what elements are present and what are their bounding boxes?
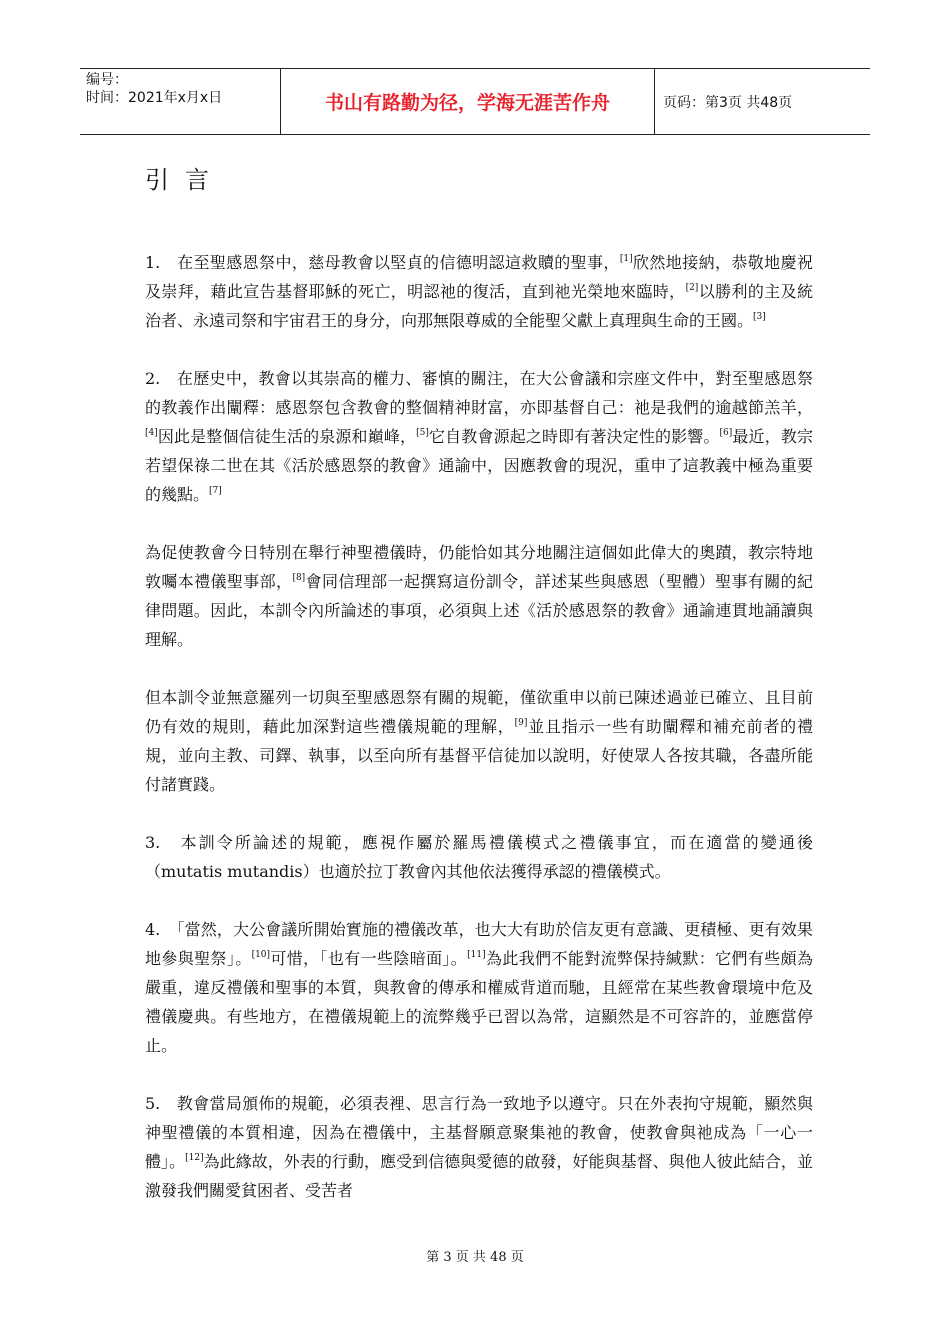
footnote-ref[interactable]: [5] [416, 428, 429, 438]
paragraph-text: 1. 在至聖感恩祭中，慈母教會以堅貞的信德明認這救贖的聖事， [145, 253, 620, 272]
date-label: 时间：2021年x月x日 [86, 90, 223, 106]
page-footer: 第 3 页 共 48 页 [426, 1250, 524, 1265]
footnote-ref[interactable]: [6] [719, 428, 733, 438]
motto-text: 书山有路勤为径，学海无涯苦作舟 [324, 92, 610, 114]
paragraph [145, 248, 813, 335]
paragraph [145, 538, 813, 654]
footnote-ref[interactable]: [10] [251, 950, 271, 960]
footnote-ref[interactable]: [9] [514, 718, 528, 728]
header-motto-cell [281, 69, 655, 134]
section-title: 引言 [145, 166, 225, 194]
footnote-ref[interactable]: [4] [145, 428, 158, 438]
paragraph [145, 1089, 813, 1205]
paragraph [145, 364, 813, 509]
footnote-ref[interactable]: [1] [619, 254, 633, 264]
paragraph-text: 因此是整個信徒生活的泉源和巔峰， [157, 427, 417, 446]
footnote-ref[interactable]: [2] [685, 283, 699, 293]
footnote-ref[interactable]: [11] [467, 950, 486, 960]
paragraph-text: 並且指示一些有助闡釋和補充前者的禮規，並向主教、司鐸、執事，以至向所有基督平信徒加以說明，好使眾人各按其職，各盡所能付諸實踐。 [145, 717, 813, 794]
footnote-ref[interactable]: [3] [753, 312, 766, 322]
paragraph [145, 828, 813, 886]
footnote-ref[interactable]: [8] [292, 573, 306, 583]
header-info-cell [80, 69, 281, 134]
header-page-cell [655, 69, 870, 134]
paragraph-text: 3. 本訓令所論述的規範，應視作屬於羅馬禮儀模式之禮儀事宜，而在適當的變通後（mutatis mutandis）也適於拉丁教會內其他依法獲得承認的禮儀模式。 [145, 833, 813, 881]
paragraph-text: 2. 在歷史中，教會以其崇高的權力、審慎的關注，在大公會議和宗座文件中，對至聖感恩祭的教義作出闡釋：感恩祭包含教會的整個精神財富，亦即基督自己：祂是我們的逾越節羔羊， [145, 369, 813, 417]
page-header [80, 68, 870, 135]
footnote-ref[interactable]: [7] [209, 486, 222, 496]
paragraph-text: 欣然地接納，恭敬地慶祝及崇拜，藉此宣告基督耶穌的死亡，明認祂的復活，直到祂光榮地來臨時， [145, 253, 813, 301]
paragraph-text: 可惜，「也有一些陰暗面」。 [270, 949, 468, 968]
paragraph-text: 為此我們不能對流弊保持緘默：它們有些頗為嚴重，違反禮儀和聖事的本質，與教會的傳承和權威背道而馳，且經常在某些教會環境中危及禮儀慶典。有些地方，在禮儀規範上的流弊幾乎已習以為常，這顯然是不可容許的，並應當停止。 [145, 949, 813, 1055]
paragraph [145, 915, 813, 1060]
footnote-ref[interactable]: [12] [185, 1153, 204, 1163]
paragraph-text: 會同信理部一起撰寫這份訓令，詳述某些與感恩（聖體）聖事有關的紀律問題。因此，本訓令內所論述的事項，必須與上述《活於感恩祭的教會》通諭連貫地誦讀與理解。 [145, 572, 813, 649]
paragraph-text: 它自教會源起之時即有著決定性的影響。 [428, 427, 720, 446]
document-body [145, 248, 813, 1234]
paragraph-text: 但本訓令並無意羅列一切與至聖感恩祭有關的規範，僅欲重申以前已陳述過並已確立、且目前仍有效的規則，藉此加深對這些禮儀規範的理解， [145, 688, 813, 736]
number-label: 编号： [86, 72, 128, 88]
paragraph-text: 為此緣故，外表的行動，應受到信德與愛德的啟發，好能與基督、與他人彼此結合，並激發我們關愛貧困者、受苦者 [145, 1152, 813, 1200]
paragraph-text: 5. 教會當局頒佈的規範，必須表裡、思言行為一致地予以遵守。只在外表拘守規範，顯然與神聖禮儀的本質相違，因為在禮儀中，主基督願意聚集祂的教會，使教會與祂成為「一心一體」。 [145, 1094, 813, 1171]
paragraph-text: 以勝利的主及統治者、永遠司祭和宇宙君王的身分，向那無限尊威的全能聖父獻上真理與生命的王國。 [145, 282, 813, 330]
page-label: 页码：第3页 共48页 [663, 94, 793, 111]
paragraph-text: 為促使教會今日特別在舉行神聖禮儀時，仍能恰如其分地關注這個如此偉大的奧蹟，教宗特地敦囑本禮儀聖事部， [145, 543, 813, 591]
paragraph-text: 4. 「當然，大公會議所開始實施的禮儀改革，也大大有助於信友更有意識、更積極、更有效果地參與聖祭」。 [145, 920, 813, 968]
paragraph [145, 683, 813, 799]
paragraph-text: 最近，教宗若望保祿二世在其《活於感恩祭的教會》通諭中，因應教會的現況，重申了這教義中極為重要的幾點。 [145, 427, 813, 504]
